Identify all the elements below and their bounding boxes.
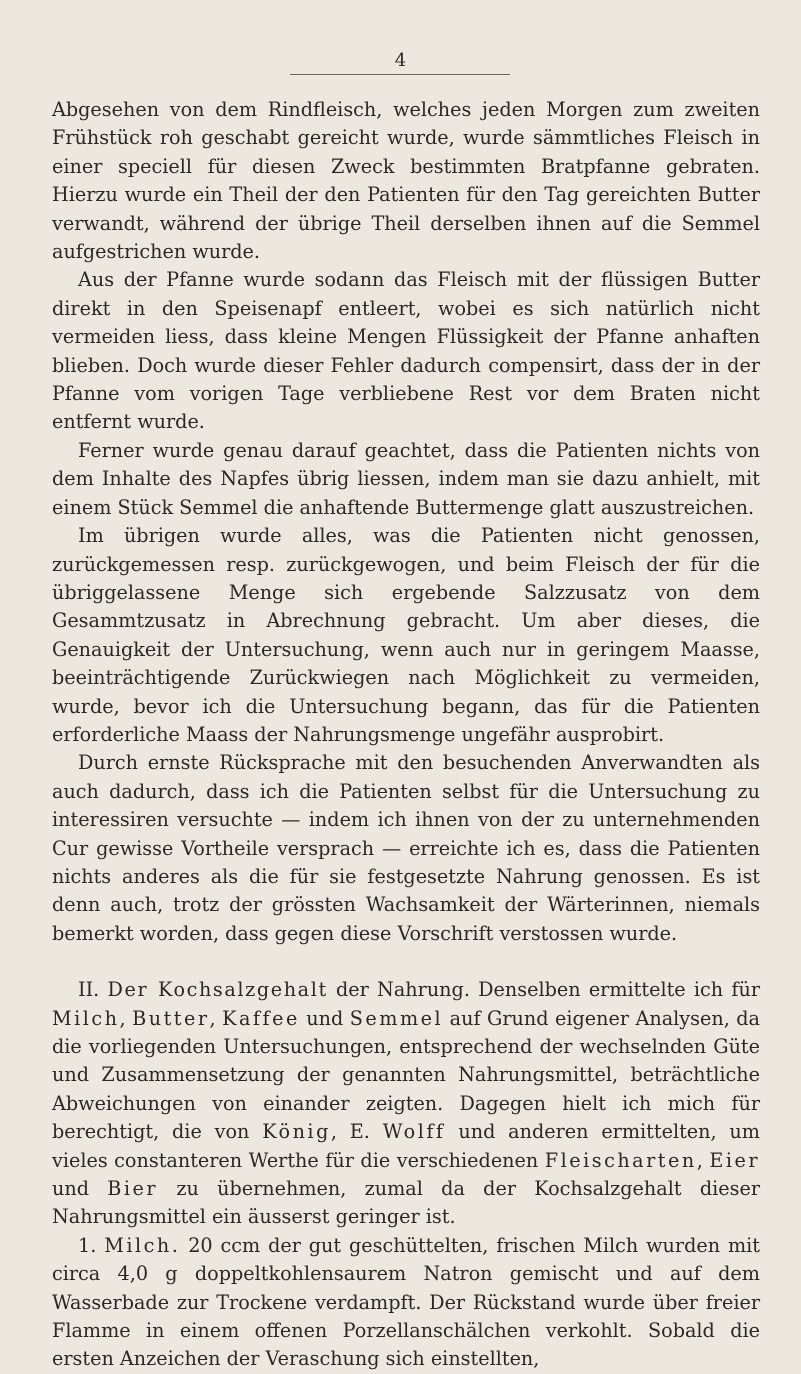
term-kaffee: Kaffee	[222, 1006, 300, 1030]
term-butter: Butter	[132, 1006, 210, 1030]
author-koenig: König	[262, 1120, 331, 1144]
term-semmel: Semmel	[349, 1006, 444, 1030]
section-title: Der Kochsalzgehalt	[107, 978, 328, 1002]
section-2-paragraph: II. Der Kochsalzgehalt der Nahrung. Denselben ermittelte ich für Milch, Butter, Kaffee und Semmel auf Grund eigener Analysen, da die vorliegenden Untersuchungen, entsprechend der wechselnden Güte und Zusammensetzung der genannten Nahrungsmittel, beträchtliche Abweichungen von einander zeigten. Dagegen hielt ich mich für berechtigt, die von König, E. Wolff und anderen ermittelten, um vieles constanteren Werthe für die verschiedenen Fleischarten, Eier und Bier zu übernehmen, zumal da der Kochsalzgehalt dieser Nahrungsmittel ein äusserst geringer ist.	[52, 978, 761, 1229]
item-text: 20 ccm der gut geschüttelten, frischen Milch wurden mit circa 4,0 g doppeltkohlensaurem Natron gemischt und auf dem Wasserbade zur Trockene verdampft. Der Rückstand wurde über freier Flamme in einem offenen Porzellanschälchen verkohlt. Sobald die ersten Anzeichen der Veraschung sich einstellten,	[52, 1233, 760, 1371]
paragraph-3: Ferner wurde genau darauf geachtet, dass die Patienten nichts von dem Inhalte des Napfes übrig liessen, indem man sie dazu anhielt, mit einem Stück Semmel die anhaftende Buttermenge glatt auszustreichen.	[52, 438, 760, 519]
term-bier: Bier	[107, 1177, 159, 1201]
paragraph-5: Durch ernste Rücksprache mit den besuchenden Anverwandten als auch dadurch, dass ich die Patienten selbst für die Untersuchung zu interessiren versuchte — indem ich ihnen von der zu unternehmenden Cur gewisse Vortheile versprach — erreichte ich es, dass die Patienten nichts anderes als die für sie festgesetzte Nahrung genossen. Es ist denn auch, trotz der grössten Wachsamkeit der Wärterinnen, niemals bemerkt worden, dass gegen diese Vorschrift verstossen wurde.	[52, 751, 760, 945]
header-rule	[290, 74, 510, 75]
item-title: Milch.	[104, 1233, 181, 1257]
term-milch: Milch	[52, 1006, 120, 1030]
body-text	[52, 96, 760, 1374]
paragraph-2: Aus der Pfanne wurde sodann das Fleisch mit der flüssigen Butter direkt in den Speisenapf entleert, wobei es sich natürlich nicht vermeiden liess, dass kleine Mengen Flüssigkeit der Pfanne anhaften blieben. Doch wurde dieser Fehler dadurch compensirt, dass der in der Pfanne vom vorigen Tage verbliebene Rest vor dem Braten nicht entfernt wurde.	[52, 268, 760, 434]
page-number: 4	[394, 50, 407, 71]
term-fleischarten: Fleischarten	[544, 1148, 697, 1172]
item-1-paragraph	[52, 1232, 760, 1374]
term-eier: Eier	[709, 1148, 761, 1172]
author-wolff: Wolff	[382, 1120, 446, 1144]
item-number: 1.	[78, 1233, 97, 1257]
paragraph-4: Im übrigen wurde alles, was die Patienten nicht genossen, zurückgemessen resp. zurückgewogen, und beim Fleisch der für die übriggelassene Menge sich ergebende Salzzusatz von dem Gesammtzusatz in Abrechnung gebracht. Um aber dieses, die Genauigkeit der Untersuchung, wenn auch nur in geringem Maasse, beeinträchtigende Zurückwiegen nach Möglichkeit zu vermeiden, wurde, bevor ich die Untersuchung begann, das für die Patienten erforderliche Maass der Nahrungsmenge ungefähr ausprobirt.	[52, 524, 760, 746]
paragraph-1: Abgesehen von dem Rindfleisch, welches jeden Morgen zum zweiten Frühstück roh geschabt gereicht wurde, wurde sämmtliches Fleisch in einer speciell für diesen Zweck bestimmten Bratpfanne gebraten. Hierzu wurde ein Theil der den Patienten für den Tag gereichten Butter verwandt, während der übrige Theil derselben ihnen auf die Semmel aufgestrichen wurde.	[52, 98, 760, 264]
section-number: II.	[78, 978, 100, 1002]
